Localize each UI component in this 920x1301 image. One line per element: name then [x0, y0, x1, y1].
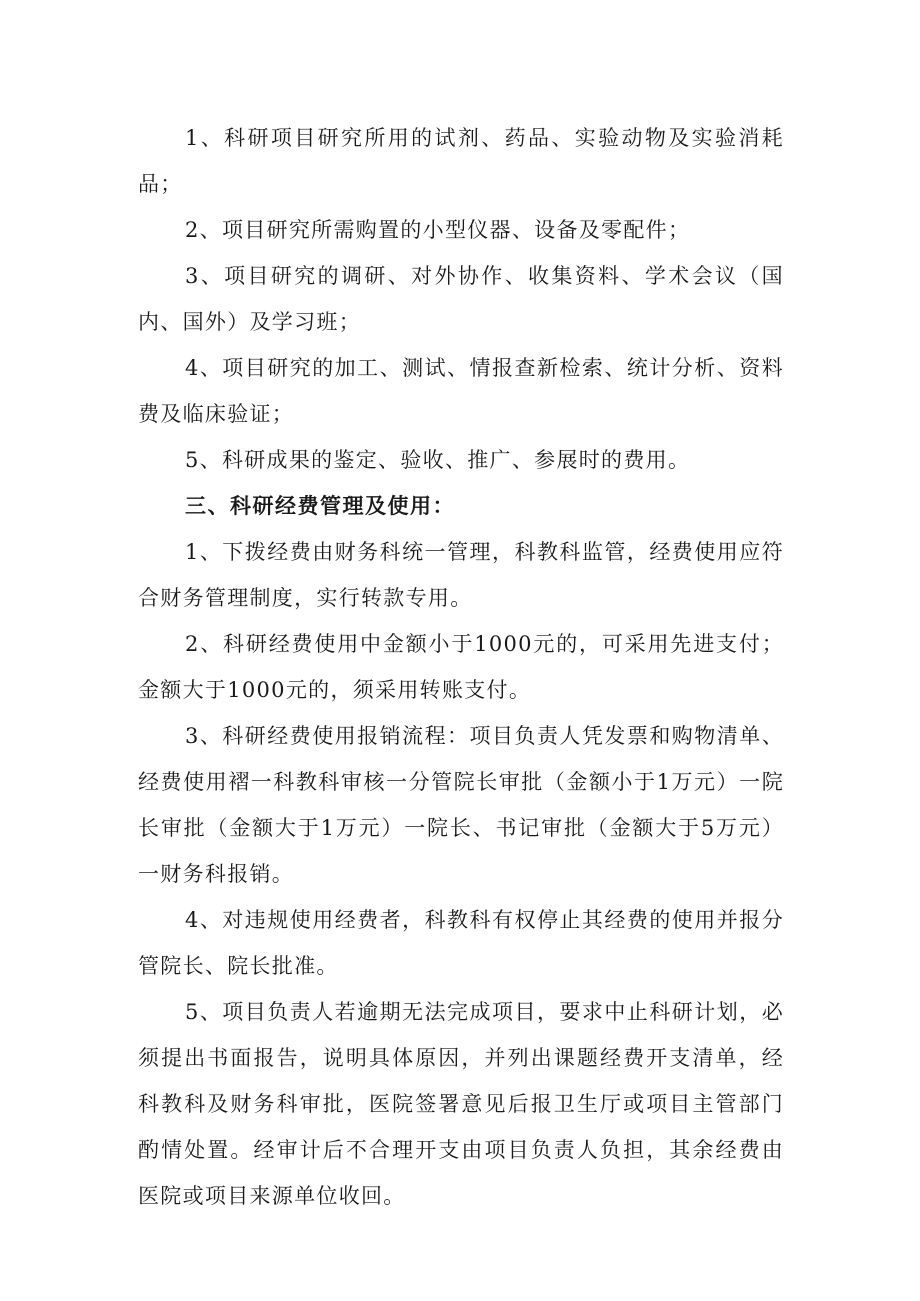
paragraph-management-1: 1、下拨经费由财务科统一管理，科教科监管，经费使用应符合财务管理制度，实行转款专用。	[138, 540, 784, 610]
paragraph-item-5: 5、科研成果的鉴定、验收、推广、参展时的费用。	[185, 448, 691, 472]
paragraph-management-3: 3、科研经费使用报销流程：项目负责人凭发票和购物清单、经费使用褶一科教科审核一分管院长审批（金额小于1万元）一院长审批（金额大于1万元）一院长、书记审批（金额大于5万元）一财务科报销。	[138, 724, 784, 886]
section-heading: 三、科研经费管理及使用：	[185, 493, 455, 518]
paragraph-item-4: 4、项目研究的加工、测试、情报查新检索、统计分析、资料费及临床验证；	[138, 356, 784, 426]
paragraph-management-2: 2、科研经费使用中金额小于1000元的，可采用先进支付；金额大于1000元的，须采用转账支付。	[138, 632, 784, 702]
paragraph-item-3: 3、项目研究的调研、对外协作、收集资料、学术会议（国内、国外）及学习班；	[138, 264, 784, 334]
paragraph-management-5: 5、项目负责人若逾期无法完成项目，要求中止科研计划，必须提出书面报告，说明具体原因，并列出课题经费开支清单，经科教科及财务科审批，医院签署意见后报卫生厅或项目主管部门酌情处置。经审计后不合理开支由项目负责人负担，其余经费由医院或项目来源单位收回。	[138, 1000, 784, 1208]
paragraph-item-2: 2、项目研究所需购置的小型仪器、设备及零配件；	[185, 218, 691, 242]
paragraph-item-1: 1、科研项目研究所用的试剂、药品、实验动物及实验消耗品；	[138, 126, 784, 196]
paragraph-management-4: 4、对违规使用经费者，科教科有权停止其经费的使用并报分管院长、院长批准。	[138, 908, 784, 978]
document-page	[138, 115, 784, 1219]
